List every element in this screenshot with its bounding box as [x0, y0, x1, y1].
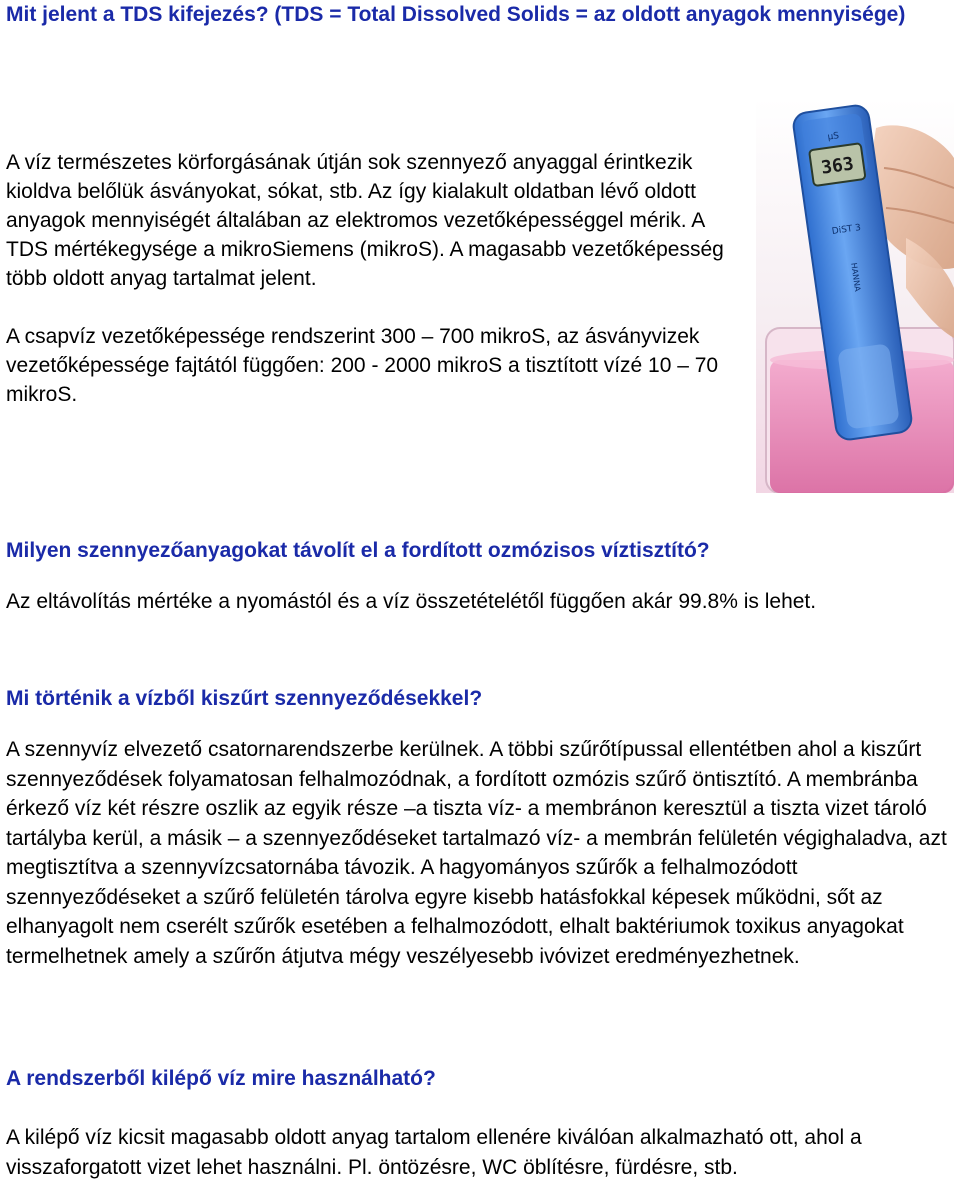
intro-block — [6, 148, 736, 438]
meter-unit-label: µS — [827, 131, 840, 143]
section-body: A szennyvíz elvezető csatornarendszerbe kerülnek. A többi szűrőtípussal ellentétben ahol a kiszűrt szennyeződések folyamatosan felhalmozódnak, a fordított ozmózis szűrő öntisztító. A membránba érkező víz két részre oszlik az egyik része –a tiszta víz- a membránon keresztül a tiszta vizet tároló tartályba kerül, a másik – a szennyeződéseket tartalmazó víz- a membrán felületén végighaladva, azt megtisztítva a szennyvízcsatornába távozik. A hagyományos szűrők a felhalmozódott szennyeződéseket a szűrő felületén tárolva egyre kisebb hatásfokkal képesek működni, sőt az elhanyagolt nem cserélt szűrők esetében a felhalmozódott, elhalt baktériumok toxikus anyagokat termelhetnek amely a szűrőn átjutva mégy veszélyesebb ivóvizet eredményezhetnek. — [6, 738, 947, 968]
section-heading: Milyen szennyezőanyagokat távolít el a fordított ozmózisos víztisztító? — [6, 539, 710, 562]
page-title: Mit jelent a TDS kifejezés? (TDS = Total Dissolved Solids = az oldott anyagok mennyisége) — [6, 3, 906, 26]
meter-display-value: 363 — [819, 153, 856, 179]
section-contaminants — [6, 536, 956, 617]
meter-brand-label: HANNA — [849, 262, 863, 293]
section-filtered-waste — [6, 684, 956, 971]
section-body: Az eltávolítás mértéke a nyomástól és a víz összetételétől függően akár 99.8% is lehet. — [6, 590, 817, 613]
section-heading: A rendszerből kilépő víz mire használható? — [6, 1067, 436, 1090]
section-waste-water-use — [6, 1064, 956, 1182]
tds-meter-photo — [756, 98, 954, 493]
section-body: A kilépő víz kicsit magasabb oldott anyag tartalom ellenére kiválóan alkalmazható ott, ahol a visszaforgatott vizet lehet használni. Pl. öntözésre, WC öblítésre, fürdésre, stb. — [6, 1126, 862, 1179]
intro-paragraph-2: A csapvíz vezetőképessége rendszerint 300 – 700 mikroS, az ásványvizek vezetőképessége fajtától függően: 200 - 2000 mikroS a tisztított vízé 10 – 70 mikroS. — [6, 325, 719, 406]
intro-paragraph-1: A víz természetes körforgásának útján sok szennyező anyaggal érintkezik kioldva belőlük ásványokat, sókat, stb. Az így kialakult oldatban lévő oldott anyagok mennyiségét általában az elektromos vezetőképességgel mérik. A TDS mértékegysége a mikroSiemens (mikroS). A magasabb vezetőképesség több oldott anyag tartalmat jelent. — [6, 151, 724, 290]
meter-model-label: DiST 3 — [831, 222, 862, 237]
section-heading: Mi történik a vízből kiszűrt szennyeződésekkel? — [6, 687, 483, 710]
